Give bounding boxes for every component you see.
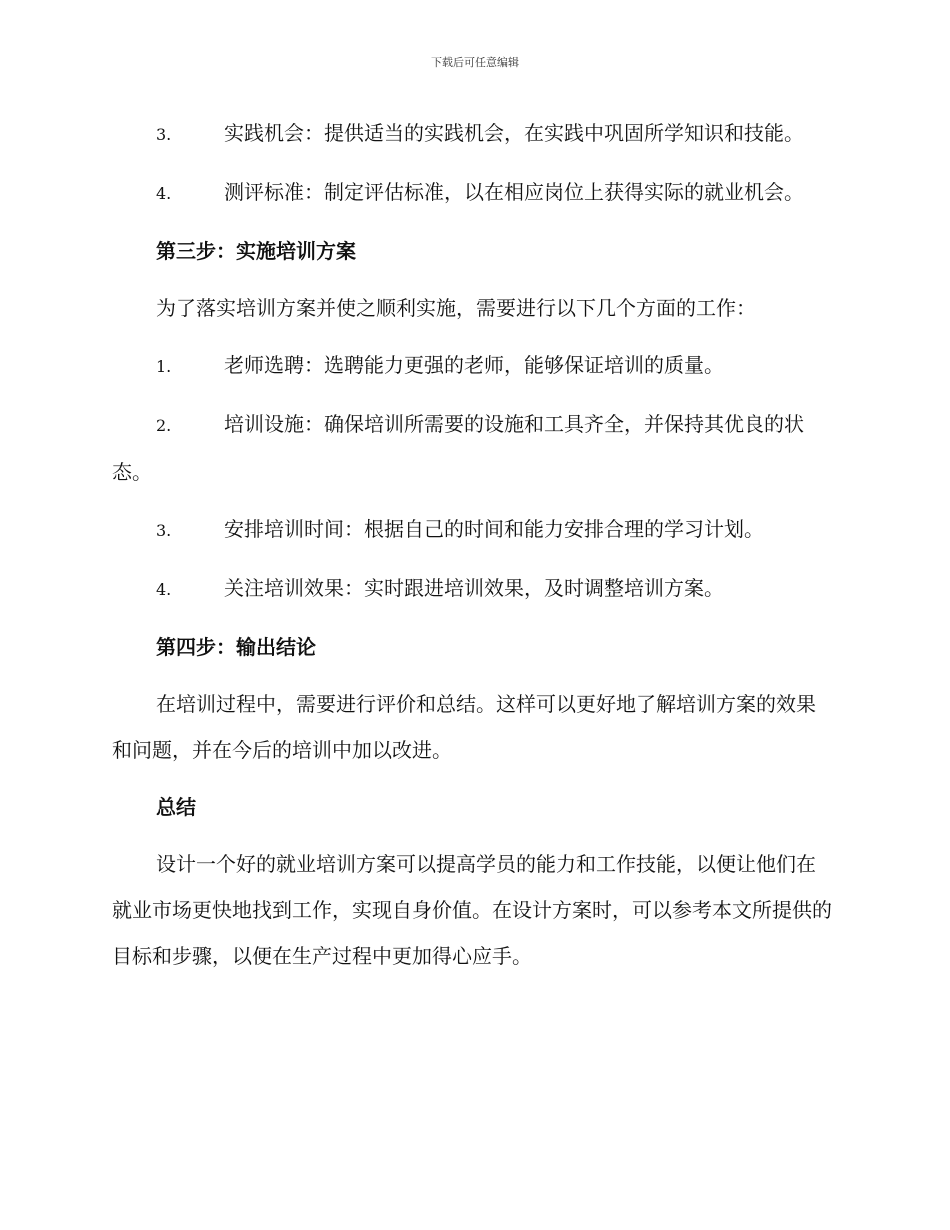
section-heading-step4: 第四步：输出结论 [156, 635, 316, 659]
paragraph: 在培训过程中，需要进行评价和总结。这样可以更好地了解培训方案的效果和问题，并在今后的培训中加以改进。 [112, 692, 816, 762]
list-number: 3. [156, 521, 172, 540]
list-item [112, 342, 834, 390]
list-text: 关注培训效果：实时跟进培训效果，及时调整培训方案。 [224, 576, 724, 600]
list-item [112, 565, 834, 613]
list-text: 老师选聘：选聘能力更强的老师，能够保证培训的质量。 [224, 353, 724, 377]
list-number: 4. [156, 580, 172, 599]
paragraph: 设计一个好的就业培训方案可以提高学员的能力和工作技能，以便让他们在就业市场更快地找到工作，实现自身价值。在设计方案时，可以参考本文所提供的目标和步骤，以便在生产过程中更加得心应手。 [112, 852, 832, 968]
list-number: 3. [156, 125, 172, 144]
list-item [112, 110, 834, 158]
list-text: 培训设施：确保培训所需要的设施和工具齐全，并保持其优良的状态。 [112, 412, 804, 484]
document-body [112, 110, 834, 990]
list-number: 4. [156, 184, 172, 203]
section-heading-step3: 第三步：实施培训方案 [156, 239, 356, 263]
paragraph: 为了落实培训方案并使之顺利实施，需要进行以下几个方面的工作： [156, 296, 756, 320]
list-number: 1. [156, 357, 172, 376]
section-heading-summary: 总结 [156, 795, 196, 819]
list-text: 安排培训时间：根据自己的时间和能力安排合理的学习计划。 [224, 517, 764, 541]
list-text: 测评标准：制定评估标准，以在相应岗位上获得实际的就业机会。 [224, 180, 804, 204]
list-text: 实践机会：提供适当的实践机会，在实践中巩固所学知识和技能。 [224, 121, 804, 145]
list-item [112, 401, 834, 495]
list-item [112, 169, 834, 217]
list-number: 2. [156, 416, 172, 435]
page-header: 下载后可任意编辑 [431, 56, 519, 69]
list-item [112, 506, 834, 554]
